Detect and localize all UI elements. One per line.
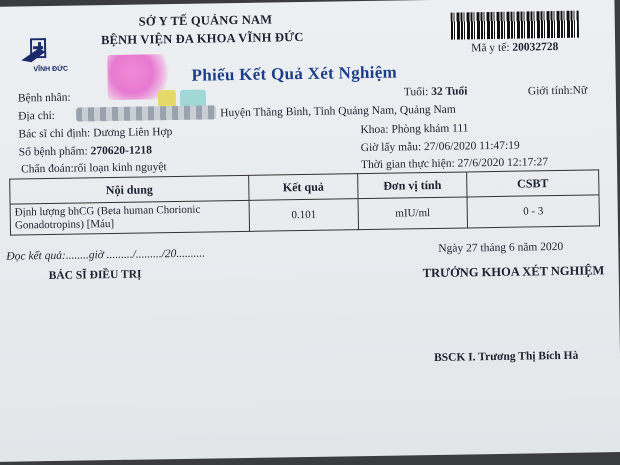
- gender: [528, 85, 587, 98]
- sample-no: [19, 144, 152, 158]
- doctor-label: Bác sĩ chỉ định:: [18, 127, 91, 141]
- dept-value: Phòng khám 111: [391, 122, 469, 136]
- dept-label: Khoa:: [360, 123, 389, 137]
- date-line: Ngày 27 tháng 6 năm 2020: [438, 240, 564, 255]
- age: [404, 85, 468, 98]
- read-result-line: Đọc kết quả:........giờ ........./........./20..........: [6, 247, 206, 263]
- results-table: [9, 169, 600, 235]
- test-result: 0.101: [249, 199, 358, 232]
- col-result: Kết quả: [249, 174, 358, 201]
- patient-label: Bệnh nhân:: [17, 91, 71, 105]
- test-name: Định lượng bhCG (Beta human Chorionic Gonadotropins) [Máu]: [10, 200, 249, 235]
- doctor: [18, 126, 172, 140]
- exec-time-label: Thời gian thực hiện:: [360, 157, 455, 172]
- patient-code: [471, 41, 558, 54]
- barcode: [451, 11, 579, 40]
- sample-time-label: Giờ lấy mẫu:: [360, 141, 422, 155]
- col-unit: Đơn vị tính: [358, 172, 467, 199]
- col-reference: CSBT: [467, 170, 599, 197]
- hospital-name: BỆNH VIỆN ĐA KHOA VĨNH ĐỨC: [100, 29, 304, 48]
- address-redaction: [76, 105, 216, 121]
- col-content: Nội dung: [10, 175, 249, 204]
- sample-no-value: 270620-1218: [90, 144, 153, 158]
- doctor-value: Dương Liên Hợp: [93, 126, 173, 140]
- page-title: Phiếu Kết Quả Xét Nghiệm: [191, 62, 398, 85]
- signer-name: BSCK I. Trương Thị Bích Hà: [433, 349, 579, 364]
- gender-value: Nữ: [572, 84, 588, 97]
- test-unit: mIU/ml: [358, 197, 467, 230]
- sample-time-value: 27/06/2020 11:47:19: [423, 139, 520, 154]
- hospital-logo: [19, 37, 82, 74]
- sample-time: [361, 140, 520, 154]
- patient-code-value: 20032728: [512, 40, 559, 54]
- test-reference: 0 - 3: [467, 195, 599, 228]
- age-value: 32 Tuổi: [431, 85, 468, 98]
- exec-time-value: 27/6/2020 12:17:27: [457, 156, 549, 170]
- diagnosis-label: Chẩn đoán:: [20, 162, 74, 176]
- patient-code-label: Mã y tế:: [471, 41, 510, 55]
- address-value: Huyện Thăng Bình, Tỉnh Quảng Nam, Quảng Nam: [220, 103, 456, 120]
- address-label: Địa chỉ:: [18, 109, 56, 123]
- gender-label: Giới tính:: [527, 84, 573, 98]
- exec-time: [361, 156, 548, 171]
- lab-head-title: TRƯỞNG KHOA XÉT NGHIỆM: [422, 263, 605, 281]
- sample-no-label: Số bệnh phẩm:: [18, 145, 88, 159]
- diagnosis-value: rối loạn kinh nguyệt: [73, 161, 167, 175]
- department-heading: SỞ Y TẾ QUẢNG NAM: [138, 12, 273, 29]
- treating-doctor-title: BÁC SĨ ĐIỀU TRỊ: [48, 268, 142, 283]
- age-label: Tuổi:: [403, 86, 429, 99]
- logo-text: VĨNH ĐỨC: [33, 65, 69, 74]
- diagnosis: [21, 161, 167, 175]
- dept: [360, 122, 468, 136]
